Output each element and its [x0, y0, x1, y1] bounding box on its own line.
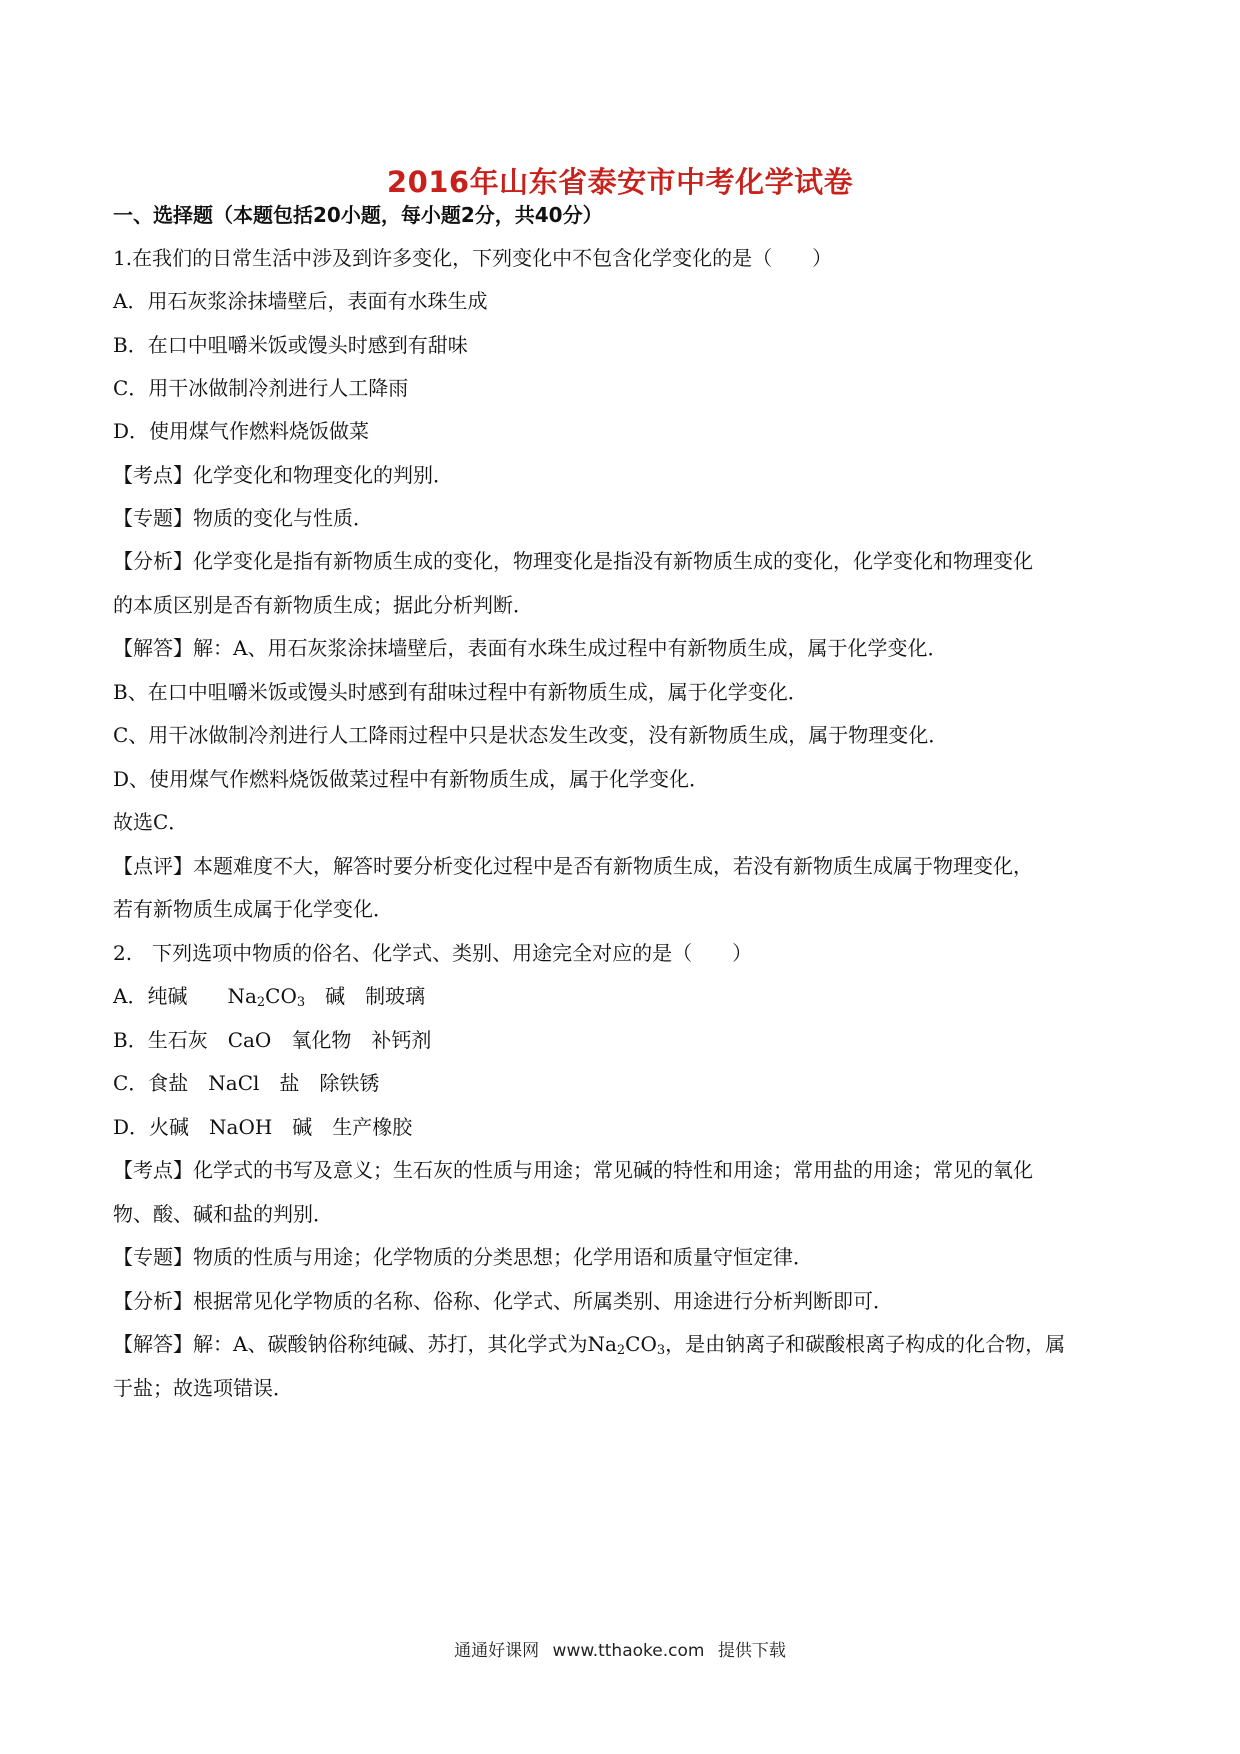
question-2-jieda-line-2: 于盐；故选项错误．: [113, 1376, 293, 1400]
question-1-answer: 故选C．: [113, 810, 189, 834]
question-1-jieda-line-2: B、在口中咀嚼米饭或馒头时感到有甜味过程中有新物质生成，属于化学变化．: [113, 680, 808, 704]
question-1-zhuanti: 【专题】物质的变化与性质．: [113, 506, 373, 530]
question-1-jieda-line-1: 【解答】解：A、用石灰浆涂抹墙壁后，表面有水珠生成过程中有新物质生成，属于化学变化．: [113, 636, 948, 660]
page-footer: [0, 1636, 1240, 1661]
question-2-kaodian-line-2: 物、酸、碱和盐的判别．: [113, 1202, 333, 1226]
footer-site-name: 通通好课网: [454, 1641, 540, 1661]
question-2-option-d: D．火碱 NaOH 碱 生产橡胶: [113, 1115, 413, 1139]
footer-tagline: 提供下载: [717, 1641, 786, 1661]
question-1-fenxi-line-2: 的本质区别是否有新物质生成；据此分析判断．: [113, 593, 533, 617]
question-1-jieda-line-3: C、用干冰做制冷剂进行人工降雨过程中只是状态发生改变，没有新物质生成，属于物理变化．: [113, 723, 949, 747]
question-1-option-c: C．用干冰做制冷剂进行人工降雨: [113, 376, 409, 400]
question-1-dianping-line-1: 【点评】本题难度不大，解答时要分析变化过程中是否有新物质生成，若没有新物质生成属于物理变化，: [113, 854, 1033, 878]
question-2-jieda-line-1: 【解答】解：A、碳酸钠俗称纯碱、苏打，其化学式为$Na_2CO_3$，是由钠离子和碳酸根离子构成的化合物，属: [113, 1332, 1066, 1358]
question-1-dianping-line-2: 若有新物质生成属于化学变化．: [113, 897, 393, 921]
question-1-stem: 1.在我们的日常生活中涉及到许多变化，下列变化中不包含化学变化的是（ ）: [113, 246, 833, 270]
question-1-option-d: D．使用煤气作燃料烧饭做菜: [113, 419, 370, 443]
question-2-option-b: B．生石灰 CaO 氧化物 补钙剂: [113, 1028, 432, 1052]
question-1-option-b: B．在口中咀嚼米饭或馒头时感到有甜味: [113, 333, 468, 357]
question-2-kaodian-line-1: 【考点】化学式的书写及意义；生石灰的性质与用途；常见碱的特性和用途；常用盐的用途；常见的氧化: [113, 1158, 1033, 1182]
page-title: 2016年山东省泰安市中考化学试卷: [386, 165, 854, 199]
question-2-option-a: A．纯碱 $Na_2CO_3$ 碱 制玻璃: [113, 984, 426, 1010]
question-2-zhuanti: 【专题】物质的性质与用途；化学物质的分类思想；化学用语和质量守恒定律．: [113, 1245, 813, 1269]
section-heading: 一、选择题（本题包括20小题，每小题2分，共40分）: [113, 203, 603, 227]
question-1-kaodian: 【考点】化学变化和物理变化的判别．: [113, 463, 453, 487]
footer-url: www.tthaoke.com: [552, 1641, 705, 1661]
question-2-option-c: C．食盐 NaCl 盐 除铁锈: [113, 1071, 380, 1095]
question-2-fenxi: 【分析】根据常见化学物质的名称、俗称、化学式、所属类别、用途进行分析判断即可．: [113, 1289, 893, 1313]
question-1-fenxi-line-1: 【分析】化学变化是指有新物质生成的变化，物理变化是指没有新物质生成的变化，化学变化和物理变化: [113, 549, 1033, 573]
question-1-option-a: A．用石灰浆涂抹墙壁后，表面有水珠生成: [113, 289, 488, 313]
question-1-jieda-line-4: D、使用煤气作燃料烧饭做菜过程中有新物质生成，属于化学变化．: [113, 767, 710, 791]
question-2-stem: 2. 下列选项中物质的俗名、化学式、类别、用途完全对应的是（ ）: [113, 941, 753, 965]
